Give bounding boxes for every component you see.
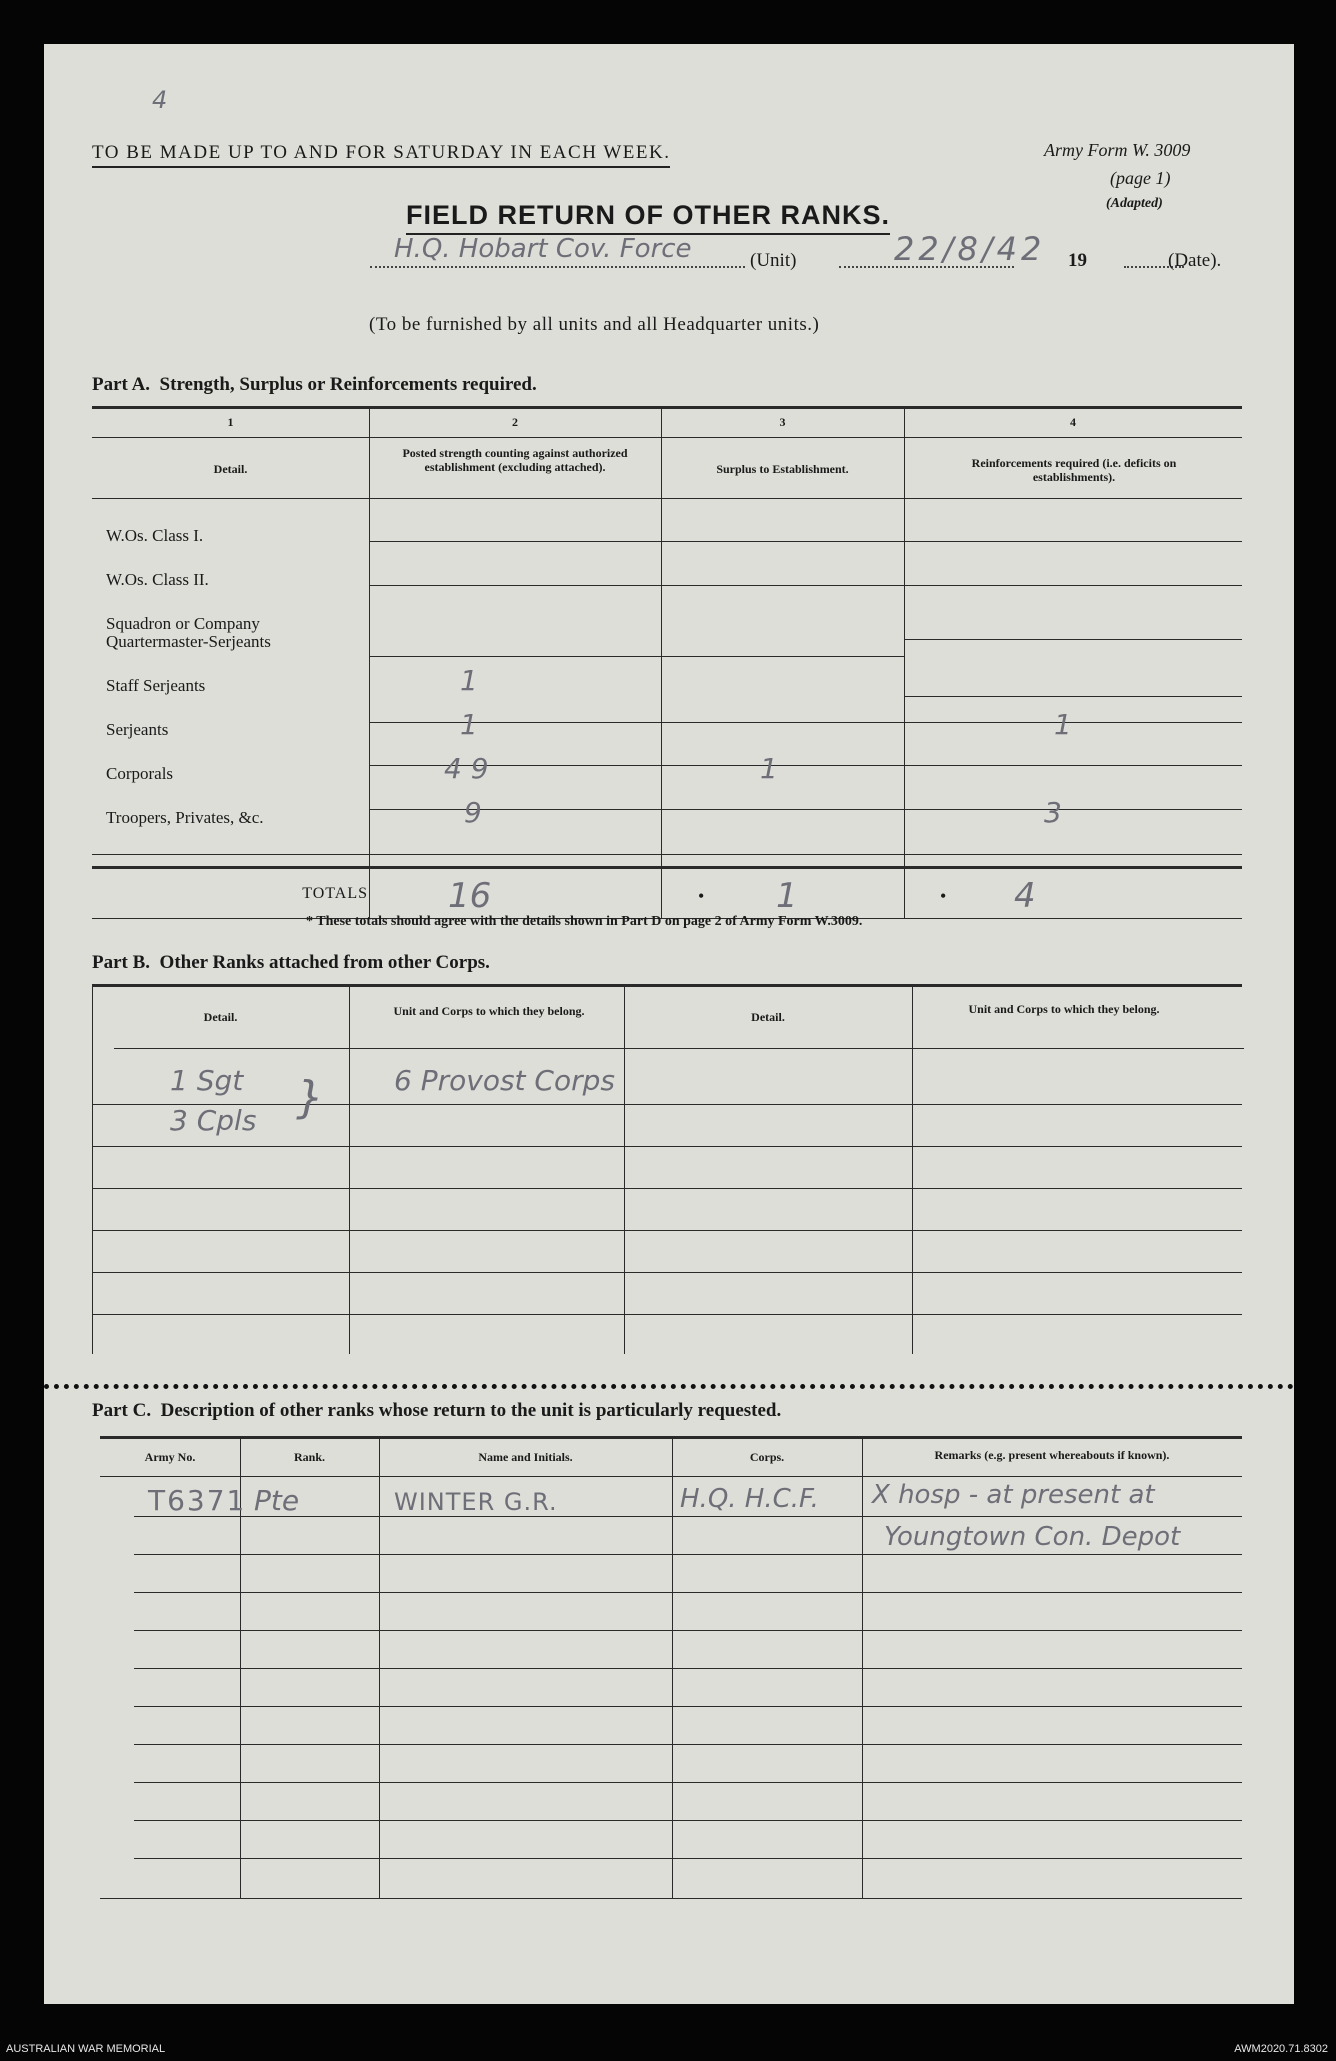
row-label: W.Os. Class I. [106,526,204,545]
part-c-col-name: Name and Initials. [478,1450,573,1464]
furnished-note: (To be furnished by all units and all Headquarter units.) [369,314,820,335]
part-a-col-line [904,406,905,918]
asterisk-mark: • [698,886,705,906]
part-b-col-line [624,984,625,1354]
part-b-col-detail-2: Detail. [751,1010,785,1024]
rule [134,1782,1242,1783]
rule [134,1592,1242,1593]
footer-institution: AUSTRALIAN WAR MEMORIAL [6,2043,166,2055]
row-label: W.Os. Class II. [106,570,209,589]
cell-reinf: 3 [1044,796,1062,829]
rule [92,1188,1242,1189]
cell-posted: 4 9 [444,752,489,785]
rule [134,1630,1242,1631]
part-c-col-remarks: Remarks (e.g. present whereabouts if known). [934,1448,1170,1462]
part-b-brace: } [296,1072,324,1123]
part-c-bottom-rule [100,1898,1242,1899]
part-a-num-rule [92,437,1242,438]
col-header-reinforcements: Reinforcements required (i.e. deficits on establishments). [971,456,1177,484]
rule [369,765,1242,766]
rule [134,1554,1242,1555]
rule [134,1858,1242,1859]
part-b-unit: 6 Provost Corps [394,1064,615,1097]
rule [369,656,904,657]
part-a-top-rule [92,406,1242,409]
form-adapted: (Adapted) [1106,196,1163,211]
totals-label: TOTALS [302,885,368,902]
date-label: (Date). [1168,250,1222,271]
part-c-col-line [862,1436,863,1898]
rule [134,1744,1242,1745]
col-header-detail: Detail. [213,462,248,476]
part-a-heading: Part A. Strength, Surplus or Reinforcements required. [92,374,537,395]
form-sheet [44,44,1294,2004]
row-label: Staff Serjeants [106,676,206,695]
col-number: 1 [227,415,234,429]
part-a-totals-rule [92,866,1242,869]
unit-dotline [370,266,745,268]
perforation-line [44,1384,1294,1389]
part-c-corps: H.Q. H.C.F. [680,1484,819,1514]
part-c-name: WINTER G.R. [394,1488,558,1516]
part-b-top-rule [92,984,1242,987]
col-header-surplus: Surplus to Establishment. [716,462,849,476]
row-label: Squadron or Company Quartermaster-Serjeants [106,614,271,651]
instruction-line: TO BE MADE UP TO AND FOR SATURDAY IN EACH WEEK. [92,142,670,168]
rule [369,585,1242,586]
cell-posted: 9 [464,796,482,829]
rule [904,696,1242,697]
rule [369,541,1242,542]
unit-value: H.Q. Hobart Cov. Force [394,234,692,264]
part-b-col-unit: Unit and Corps to which they belong. [393,1004,585,1018]
rule [92,1230,1242,1231]
col-number: 2 [512,415,518,429]
row-label: Corporals [106,764,174,783]
rule [92,1314,1242,1315]
part-b-col-line [349,984,350,1354]
part-b-detail-line1: 1 Sgt [170,1064,244,1097]
total-reinf: 4 [1014,876,1036,916]
total-surplus: 1 [776,876,798,916]
part-c-col-rank: Rank. [293,1450,325,1464]
part-c-col-line [379,1436,380,1898]
part-c-col-armyno: Army No. [144,1450,196,1464]
rule [904,639,1242,640]
rule [134,1516,1242,1517]
rule [92,1146,1242,1147]
asterisk-mark: • [940,886,947,906]
rule [92,1104,1242,1105]
form-title: FIELD RETURN OF OTHER RANKS. [406,200,890,235]
part-a-col-line [369,406,370,918]
part-c-top-rule [100,1436,1242,1439]
footer-accession: AWM2020.71.8302 [1234,2043,1328,2055]
part-c-col-corps: Corps. [749,1450,785,1464]
col-number: 4 [1070,415,1076,429]
rule [92,1272,1242,1273]
rule [369,722,1242,723]
part-a-footnote: * These totals should agree with the details shown in Part D on page 2 of Army Form W.3009. [306,914,863,929]
date-19: 19 [1068,250,1087,271]
part-c-armyno: T6371 [148,1484,247,1517]
part-c-col-line [672,1436,673,1898]
part-a-header-rule [92,498,1242,499]
part-c-rank: Pte [254,1484,300,1517]
rule [134,1820,1242,1821]
date-value: 22/8/42 [894,230,1046,268]
cell-posted: 1 [460,708,478,741]
unit-label: (Unit) [750,250,797,271]
form-page: (page 1) [1110,168,1171,188]
rule [134,1668,1242,1669]
part-c-remarks-1: X hosp - at present at [872,1480,1155,1510]
part-b-col-line [92,984,93,1354]
part-b-col-detail: Detail. [203,1010,238,1024]
part-b-heading: Part B. Other Ranks attached from other Corps. [92,952,490,973]
part-b-col-line [912,984,913,1354]
part-a-col-line [661,406,662,918]
cell-posted: 1 [460,664,478,697]
rule [134,1706,1242,1707]
rule [92,854,1242,855]
cell-reinf: 1 [1054,708,1072,741]
part-b-header-rule [114,1048,1244,1049]
rule [369,809,1242,810]
total-posted: 16 [448,876,492,916]
part-b-col-unit-2: Unit and Corps to which they belong. [968,1002,1160,1016]
part-c-heading: Part C. Description of other ranks whose return to the unit is particularly requested. [92,1400,782,1421]
col-header-posted: Posted strength counting against authorized establishment (excluding attached). [402,446,628,474]
row-label: Serjeants [106,720,169,739]
part-c-header-rule [100,1476,1242,1477]
part-c-remarks-2: Youngtown Con. Depot [884,1522,1181,1552]
form-number: Army Form W. 3009 [1044,140,1191,160]
pencil-mark: 4 [152,86,168,114]
row-label: Troopers, Privates, &c. [106,808,264,827]
col-number: 3 [779,415,786,429]
part-b-detail-line2: 3 Cpls [170,1104,257,1137]
cell-surplus: 1 [760,752,778,785]
